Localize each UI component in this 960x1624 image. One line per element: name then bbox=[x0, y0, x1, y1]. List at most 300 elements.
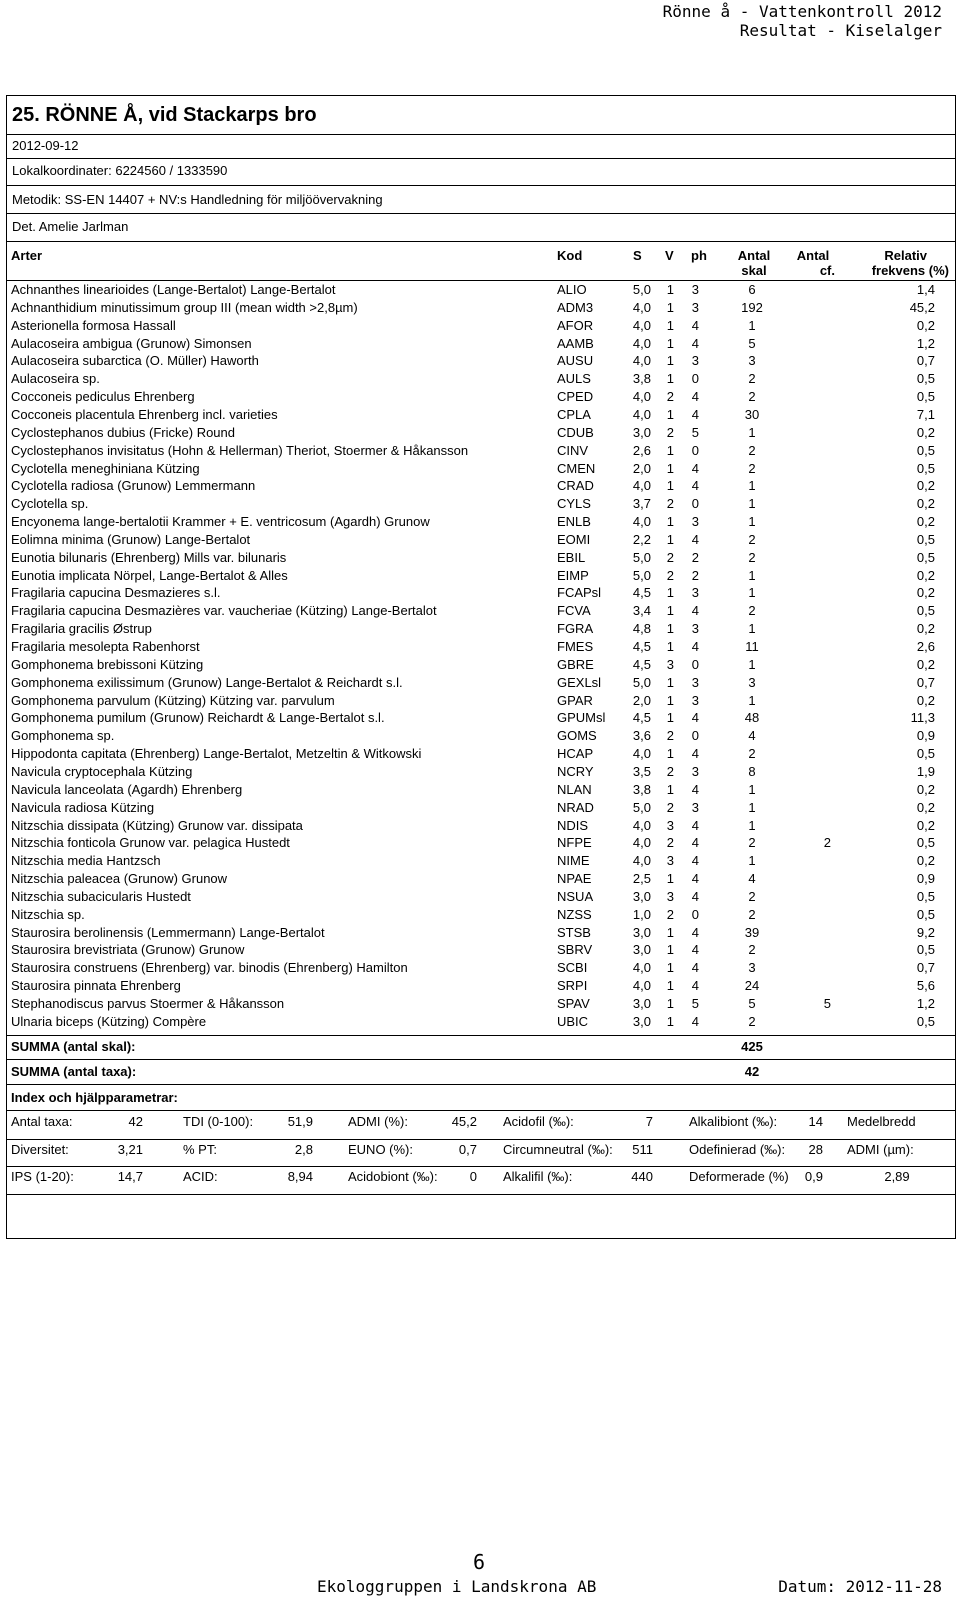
index-label: Odefinierad (‰): bbox=[689, 1141, 786, 1157]
cell-name: Gomphonema parvulum (Kützing) Kützing var. parvulum bbox=[11, 692, 335, 708]
cell-kod: HCAP bbox=[557, 746, 594, 762]
table-row bbox=[7, 601, 955, 619]
cell-rel: 0,2 bbox=[916, 853, 935, 869]
cell-skal: 2 bbox=[748, 888, 756, 904]
table-row bbox=[7, 726, 955, 744]
index-value: 45,2 bbox=[451, 1114, 477, 1129]
cell-v: 1 bbox=[666, 531, 674, 547]
table-row bbox=[7, 869, 955, 887]
index-value: 42 bbox=[128, 1114, 143, 1129]
cell-ph: 3 bbox=[691, 353, 699, 369]
cell-rel: 7,1 bbox=[916, 406, 935, 422]
cell-s: 3,0 bbox=[632, 424, 651, 440]
cell-kod: NLAN bbox=[557, 781, 592, 797]
index-label: Circumneutral (‰): bbox=[503, 1141, 613, 1157]
cell-name: Staurosira construens (Ehrenberg) var. binodis (Ehrenberg) Hamilton bbox=[11, 960, 408, 976]
cell-skal: 8 bbox=[748, 763, 756, 779]
cell-kod: EIMP bbox=[557, 567, 589, 583]
cell-v: 2 bbox=[666, 549, 674, 565]
cell-s: 4,8 bbox=[632, 621, 651, 637]
cell-ph: 4 bbox=[691, 460, 699, 476]
cell-ph: 0 bbox=[691, 442, 699, 458]
table-row bbox=[7, 994, 955, 1012]
cell-s: 5,0 bbox=[632, 549, 651, 565]
table-row bbox=[7, 762, 955, 780]
cell-s: 2,0 bbox=[632, 692, 651, 708]
divider bbox=[7, 1166, 955, 1167]
table-row bbox=[7, 334, 955, 352]
col-antal-cf bbox=[791, 248, 835, 278]
footer-date: Datum: 2012-11-28 bbox=[778, 1577, 942, 1596]
table-row bbox=[7, 387, 955, 405]
cell-kod: GPUMsl bbox=[557, 710, 606, 726]
cell-v: 2 bbox=[666, 906, 674, 922]
cell-ph: 5 bbox=[691, 996, 699, 1011]
cell-v: 1 bbox=[666, 960, 674, 976]
col-relativ-l2: frekvens (%) bbox=[871, 263, 949, 278]
cell-s: 4,0 bbox=[632, 960, 651, 976]
sum-taxa-label: SUMMA (antal taxa): bbox=[11, 1064, 137, 1079]
cell-ph: 3 bbox=[691, 585, 699, 601]
cell-kod: SCBI bbox=[557, 960, 588, 976]
cell-v: 1 bbox=[666, 692, 674, 708]
cell-ph: 4 bbox=[691, 853, 699, 869]
cell-ph: 0 bbox=[691, 371, 699, 387]
cell-ph: 4 bbox=[691, 478, 699, 494]
cell-ph: 4 bbox=[691, 746, 699, 762]
cell-ph: 0 bbox=[691, 906, 699, 922]
cell-skal: 1 bbox=[748, 853, 756, 869]
sum-taxa-value: 42 bbox=[744, 1064, 760, 1079]
cell-name: Aulacoseira ambigua (Grunow) Simonsen bbox=[11, 335, 252, 351]
cell-s: 3,0 bbox=[632, 924, 651, 940]
table-row bbox=[7, 1012, 955, 1030]
table-row bbox=[7, 976, 955, 994]
cell-rel: 0,2 bbox=[916, 585, 935, 601]
table-row bbox=[7, 798, 955, 816]
cell-name: Fragilaria mesolepta Rabenhorst bbox=[11, 639, 200, 654]
cell-ph: 4 bbox=[691, 710, 699, 726]
cell-s: 4,0 bbox=[632, 478, 651, 494]
cell-rel: 0,2 bbox=[916, 692, 935, 708]
cell-name: Gomphonema exilissimum (Grunow) Lange-Bertalot & Reichardt s.l. bbox=[11, 674, 403, 690]
cell-skal: 5 bbox=[748, 335, 756, 351]
cell-s: 4,0 bbox=[632, 746, 651, 762]
cell-kod: NIME bbox=[557, 853, 590, 869]
cell-rel: 0,2 bbox=[916, 496, 935, 512]
cell-v: 2 bbox=[666, 389, 674, 405]
cell-s: 3,4 bbox=[632, 603, 651, 619]
cell-v: 1 bbox=[666, 978, 674, 994]
cell-ph: 3 bbox=[691, 282, 699, 297]
cell-kod: ADM3 bbox=[557, 299, 594, 315]
table-row bbox=[7, 958, 955, 976]
cell-skal: 1 bbox=[748, 799, 756, 815]
cell-name: Stephanodiscus parvus Stoermer & Håkansson bbox=[11, 996, 285, 1011]
cell-v: 1 bbox=[666, 514, 674, 530]
cell-name: Nitzschia sp. bbox=[11, 906, 85, 922]
divider bbox=[7, 1035, 955, 1036]
cell-skal: 1 bbox=[748, 514, 756, 530]
cell-rel: 2,6 bbox=[916, 639, 935, 654]
cell-name: Gomphonema pumilum (Grunow) Reichardt & Lange-Bertalot s.l. bbox=[11, 710, 385, 726]
cell-name: Eunotia bilunaris (Ehrenberg) Mills var. bilunaris bbox=[11, 549, 287, 565]
cell-rel: 0,5 bbox=[916, 442, 935, 458]
index-value: 2,89 bbox=[884, 1169, 910, 1184]
cell-ph: 4 bbox=[691, 1013, 699, 1029]
cell-s: 2,5 bbox=[632, 871, 651, 887]
cell-name: Gomphonema sp. bbox=[11, 728, 115, 744]
index-value: 2,8 bbox=[294, 1141, 313, 1157]
footer-company: Ekologgruppen i Landskrona AB bbox=[317, 1577, 597, 1596]
cell-ph: 4 bbox=[691, 781, 699, 797]
table-row bbox=[7, 494, 955, 512]
cell-rel: 0,5 bbox=[916, 603, 935, 619]
cell-rel: 5,6 bbox=[916, 978, 935, 994]
cell-ph: 3 bbox=[691, 763, 699, 779]
cell-v: 1 bbox=[666, 781, 674, 797]
cell-s: 3,0 bbox=[632, 996, 651, 1011]
index-value: 7 bbox=[645, 1114, 653, 1129]
cell-rel: 11,3 bbox=[910, 710, 935, 726]
cell-skal: 1 bbox=[748, 585, 756, 601]
cell-name: Achnanthidium minutissimum group III (mean width >2,8µm) bbox=[11, 299, 358, 315]
cell-ph: 4 bbox=[691, 888, 699, 904]
coordinates: Lokalkoordinater: 6224560 / 1333590 bbox=[12, 163, 228, 178]
cell-cf: 5 bbox=[823, 996, 831, 1011]
cell-ph: 4 bbox=[691, 531, 699, 547]
cell-s: 4,5 bbox=[632, 710, 651, 726]
index-label: Deformerade (%) bbox=[689, 1169, 789, 1184]
cell-s: 4,0 bbox=[632, 835, 651, 851]
cell-ph: 3 bbox=[691, 299, 699, 315]
cell-kod: AFOR bbox=[557, 317, 594, 333]
cell-skal: 3 bbox=[748, 960, 756, 976]
cell-kod: AAMB bbox=[557, 335, 594, 351]
cell-s: 3,0 bbox=[632, 1013, 651, 1029]
cell-skal: 5 bbox=[748, 996, 756, 1011]
cell-name: Fragilaria capucina Desmazières var. vaucheriae (Kützing) Lange-Bertalot bbox=[11, 603, 437, 619]
cell-rel: 9,2 bbox=[916, 924, 935, 940]
cell-rel: 0,2 bbox=[916, 567, 935, 583]
cell-rel: 0,5 bbox=[916, 746, 935, 762]
cell-skal: 4 bbox=[748, 728, 756, 744]
sum-skal-value: 425 bbox=[741, 1039, 763, 1054]
cell-rel: 1,2 bbox=[916, 996, 935, 1011]
table-row bbox=[7, 566, 955, 584]
cell-rel: 0,5 bbox=[916, 460, 935, 476]
table-row bbox=[7, 476, 955, 494]
cell-s: 4,0 bbox=[632, 353, 651, 369]
cell-v: 1 bbox=[666, 317, 674, 333]
col-relativ-l1: Relativ bbox=[884, 248, 927, 263]
cell-s: 4,0 bbox=[632, 299, 651, 315]
cell-v: 1 bbox=[666, 460, 674, 476]
index-label: Acidofil (‰): bbox=[503, 1114, 574, 1129]
cell-skal: 2 bbox=[748, 603, 756, 619]
cell-skal: 2 bbox=[748, 371, 756, 387]
cell-kod: FCVA bbox=[557, 603, 591, 619]
cell-skal: 3 bbox=[748, 674, 756, 690]
cell-kod: GBRE bbox=[557, 656, 594, 672]
cell-name: Asterionella formosa Hassall bbox=[11, 317, 176, 333]
table-row bbox=[7, 940, 955, 958]
cell-kod: GOMS bbox=[557, 728, 597, 744]
col-antal-skal-l1: Antal bbox=[737, 248, 771, 263]
table-row bbox=[7, 583, 955, 601]
col-antal-cf-l2: cf. bbox=[819, 263, 835, 278]
cell-rel: 0,7 bbox=[916, 674, 935, 690]
cell-rel: 0,5 bbox=[916, 389, 935, 405]
cell-skal: 2 bbox=[748, 942, 756, 958]
cell-ph: 4 bbox=[691, 871, 699, 887]
cell-skal: 2 bbox=[748, 549, 756, 565]
col-arter: Arter bbox=[11, 248, 43, 263]
cell-kod: NZSS bbox=[557, 906, 592, 922]
divider bbox=[7, 241, 955, 242]
cell-v: 2 bbox=[666, 567, 674, 583]
cell-name: Staurosira brevistriata (Grunow) Grunow bbox=[11, 942, 245, 958]
cell-ph: 4 bbox=[691, 603, 699, 619]
index-label: Antal taxa: bbox=[11, 1114, 73, 1129]
cell-s: 4,5 bbox=[632, 585, 651, 601]
cell-name: Fragilaria capucina Desmazieres s.l. bbox=[11, 585, 221, 601]
cell-ph: 3 bbox=[691, 799, 699, 815]
cell-s: 4,0 bbox=[632, 406, 651, 422]
cell-rel: 0,5 bbox=[916, 835, 935, 851]
table-row bbox=[7, 905, 955, 923]
cell-name: Fragilaria gracilis Østrup bbox=[11, 621, 152, 637]
cell-kod: CYLS bbox=[557, 496, 591, 512]
cell-rel: 0,5 bbox=[916, 549, 935, 565]
index-value: 8,94 bbox=[287, 1169, 313, 1184]
cell-ph: 4 bbox=[691, 835, 699, 851]
col-s: S bbox=[633, 248, 642, 263]
index-label: ADMI (µm): bbox=[847, 1141, 914, 1157]
cell-cf: 2 bbox=[823, 835, 831, 851]
cell-name: Cocconeis placentula Ehrenberg incl. varieties bbox=[11, 406, 278, 422]
cell-skal: 2 bbox=[748, 835, 756, 851]
cell-rel: 0,2 bbox=[916, 514, 935, 530]
cell-kod: NPAE bbox=[557, 871, 592, 887]
cell-name: Gomphonema brebissoni Kützing bbox=[11, 656, 204, 672]
cell-name: Eolimna minima (Grunow) Lange-Bertalot bbox=[11, 531, 251, 547]
col-antal-cf-l1: Antal bbox=[796, 248, 830, 263]
cell-s: 3,6 bbox=[632, 728, 651, 744]
cell-v: 1 bbox=[666, 1013, 674, 1029]
cell-v: 1 bbox=[666, 353, 674, 369]
index-label: Alkalibiont (‰): bbox=[689, 1114, 778, 1129]
cell-skal: 2 bbox=[748, 531, 756, 547]
table-row bbox=[7, 316, 955, 334]
cell-s: 2,0 bbox=[632, 460, 651, 476]
cell-kod: CINV bbox=[557, 442, 589, 458]
cell-s: 4,0 bbox=[632, 817, 651, 833]
method: Metodik: SS-EN 14407 + NV:s Handledning för miljöövervakning bbox=[12, 192, 383, 207]
cell-v: 1 bbox=[666, 603, 674, 619]
cell-rel: 0,9 bbox=[916, 728, 935, 744]
cell-ph: 0 bbox=[691, 496, 699, 512]
cell-name: Navicula cryptocephala Kützing bbox=[11, 763, 193, 779]
cell-ph: 2 bbox=[691, 567, 699, 583]
divider bbox=[7, 1194, 955, 1195]
cell-name: Hippodonta capitata (Ehrenberg) Lange-Bertalot, Metzeltin & Witkowski bbox=[11, 746, 422, 762]
cell-kod: SRPI bbox=[557, 978, 588, 994]
cell-rel: 0,2 bbox=[916, 317, 935, 333]
col-relativ bbox=[839, 248, 949, 278]
cell-kod: GEXLsl bbox=[557, 674, 602, 690]
cell-ph: 4 bbox=[691, 406, 699, 422]
index-label: ADMI (%): bbox=[348, 1114, 408, 1129]
cell-v: 2 bbox=[666, 763, 674, 779]
index-label: ACID: bbox=[183, 1169, 218, 1184]
table-row bbox=[7, 423, 955, 441]
cell-s: 4,0 bbox=[632, 335, 651, 351]
cell-kod: AUSU bbox=[557, 353, 594, 369]
cell-s: 4,0 bbox=[632, 978, 651, 994]
cell-kod: EBIL bbox=[557, 549, 586, 565]
cell-name: Cyclotella sp. bbox=[11, 496, 89, 512]
index-label: Diversitet: bbox=[11, 1141, 69, 1157]
index-value: 440 bbox=[631, 1169, 653, 1184]
cell-skal: 1 bbox=[748, 656, 756, 672]
cell-kod: FGRA bbox=[557, 621, 594, 637]
table-row bbox=[7, 351, 955, 369]
cell-ph: 4 bbox=[691, 960, 699, 976]
cell-skal: 1 bbox=[748, 781, 756, 797]
index-value: 3,21 bbox=[117, 1141, 143, 1157]
cell-skal: 39 bbox=[744, 924, 760, 940]
cell-s: 3,5 bbox=[632, 763, 651, 779]
cell-name: Staurosira pinnata Ehrenberg bbox=[11, 978, 181, 994]
cell-name: Cyclotella meneghiniana Kützing bbox=[11, 460, 200, 476]
cell-kod: CMEN bbox=[557, 460, 596, 476]
cell-s: 3,0 bbox=[632, 942, 651, 958]
cell-s: 2,6 bbox=[632, 442, 651, 458]
cell-name: Aulacoseira subarctica (O. Müller) Haworth bbox=[11, 353, 259, 369]
divider bbox=[7, 213, 955, 214]
index-value: 14,7 bbox=[117, 1169, 143, 1184]
cell-v: 1 bbox=[666, 442, 674, 458]
cell-rel: 0,5 bbox=[916, 531, 935, 547]
cell-name: Nitzschia media Hantzsch bbox=[11, 853, 161, 869]
cell-v: 1 bbox=[666, 335, 674, 351]
cell-v: 1 bbox=[666, 282, 674, 297]
cell-s: 4,0 bbox=[632, 317, 651, 333]
index-value: 14 bbox=[808, 1114, 823, 1129]
cell-v: 1 bbox=[666, 924, 674, 940]
table-row bbox=[7, 833, 955, 851]
cell-rel: 0,5 bbox=[916, 1013, 935, 1029]
cell-v: 1 bbox=[666, 371, 674, 387]
table-row bbox=[7, 619, 955, 637]
cell-kod: SBRV bbox=[557, 942, 593, 958]
cell-kod: NRAD bbox=[557, 799, 594, 815]
cell-ph: 3 bbox=[691, 674, 699, 690]
cell-skal: 2 bbox=[748, 460, 756, 476]
cell-rel: 0,2 bbox=[916, 817, 935, 833]
cell-name: Cyclostephanos invisitatus (Hohn & Hellerman) Theriot, Stoermer & Håkansson bbox=[11, 442, 469, 458]
cell-rel: 1,9 bbox=[916, 763, 935, 779]
cell-skal: 1 bbox=[748, 478, 756, 494]
cell-v: 1 bbox=[666, 585, 674, 601]
cell-ph: 4 bbox=[691, 317, 699, 333]
cell-s: 2,2 bbox=[632, 531, 651, 547]
cell-name: Staurosira berolinensis (Lemmermann) Lange-Bertalot bbox=[11, 924, 325, 940]
cell-skal: 2 bbox=[748, 906, 756, 922]
table-row bbox=[7, 816, 955, 834]
divider bbox=[7, 134, 955, 135]
cell-kod: STSB bbox=[557, 924, 591, 940]
table-row bbox=[7, 851, 955, 869]
cell-ph: 5 bbox=[691, 424, 699, 440]
divider bbox=[7, 1110, 955, 1111]
cell-skal: 24 bbox=[744, 978, 760, 994]
cell-rel: 0,7 bbox=[916, 353, 935, 369]
cell-name: Encyonema lange-bertalotii Krammer + E. ventricosum (Agardh) Grunow bbox=[11, 514, 430, 530]
cell-s: 3,0 bbox=[632, 888, 651, 904]
col-antal-skal-l2: skal bbox=[741, 263, 767, 278]
cell-rel: 0,5 bbox=[916, 371, 935, 387]
index-label: EUNO (%): bbox=[348, 1141, 413, 1157]
table-row bbox=[7, 369, 955, 387]
cell-rel: 0,2 bbox=[916, 656, 935, 672]
cell-skal: 2 bbox=[748, 442, 756, 458]
site-title: 25. RÖNNE Å, vid Stackarps bro bbox=[12, 104, 317, 126]
divider bbox=[7, 1139, 955, 1140]
cell-v: 1 bbox=[666, 406, 674, 422]
cell-kod: NSUA bbox=[557, 888, 594, 904]
cell-s: 3,8 bbox=[632, 371, 651, 387]
col-kod: Kod bbox=[557, 248, 583, 263]
cell-v: 2 bbox=[666, 799, 674, 815]
cell-v: 1 bbox=[666, 674, 674, 690]
cell-s: 5,0 bbox=[632, 799, 651, 815]
cell-s: 4,0 bbox=[632, 514, 651, 530]
index-label: Alkalifil (‰): bbox=[503, 1169, 573, 1184]
cell-s: 4,0 bbox=[632, 389, 651, 405]
cell-v: 1 bbox=[666, 746, 674, 762]
cell-name: Nitzschia fonticola Grunow var. pelagica Hustedt bbox=[11, 835, 290, 851]
cell-skal: 2 bbox=[748, 1013, 756, 1029]
table-row bbox=[7, 637, 955, 655]
cell-name: Nitzschia paleacea (Grunow) Grunow bbox=[11, 871, 228, 887]
index-value: 0,7 bbox=[458, 1141, 477, 1157]
cell-ph: 4 bbox=[691, 817, 699, 833]
cell-name: Cyclotella radiosa (Grunow) Lemmermann bbox=[11, 478, 256, 494]
col-v: V bbox=[665, 248, 674, 263]
cell-skal: 30 bbox=[744, 406, 760, 422]
table-row bbox=[7, 691, 955, 709]
cell-v: 1 bbox=[666, 621, 674, 637]
cell-ph: 4 bbox=[691, 639, 699, 654]
cell-name: Achnanthes linearioides (Lange-Bertalot) Lange-Bertalot bbox=[11, 282, 336, 297]
table-row bbox=[7, 655, 955, 673]
index-label: Medelbredd bbox=[847, 1114, 916, 1129]
table-row bbox=[7, 780, 955, 798]
cell-rel: 0,2 bbox=[916, 781, 935, 797]
cell-v: 1 bbox=[666, 478, 674, 494]
header-subtitle: Resultat - Kiselalger bbox=[739, 21, 942, 40]
table-row bbox=[7, 708, 955, 726]
cell-kod: CDUB bbox=[557, 424, 594, 440]
cell-ph: 4 bbox=[691, 978, 699, 994]
index-label: Acidobiont (‰): bbox=[348, 1169, 438, 1184]
index-label: % PT: bbox=[183, 1141, 217, 1157]
cell-rel: 0,5 bbox=[916, 942, 935, 958]
table-row bbox=[7, 459, 955, 477]
cell-kod: NCRY bbox=[557, 763, 594, 779]
